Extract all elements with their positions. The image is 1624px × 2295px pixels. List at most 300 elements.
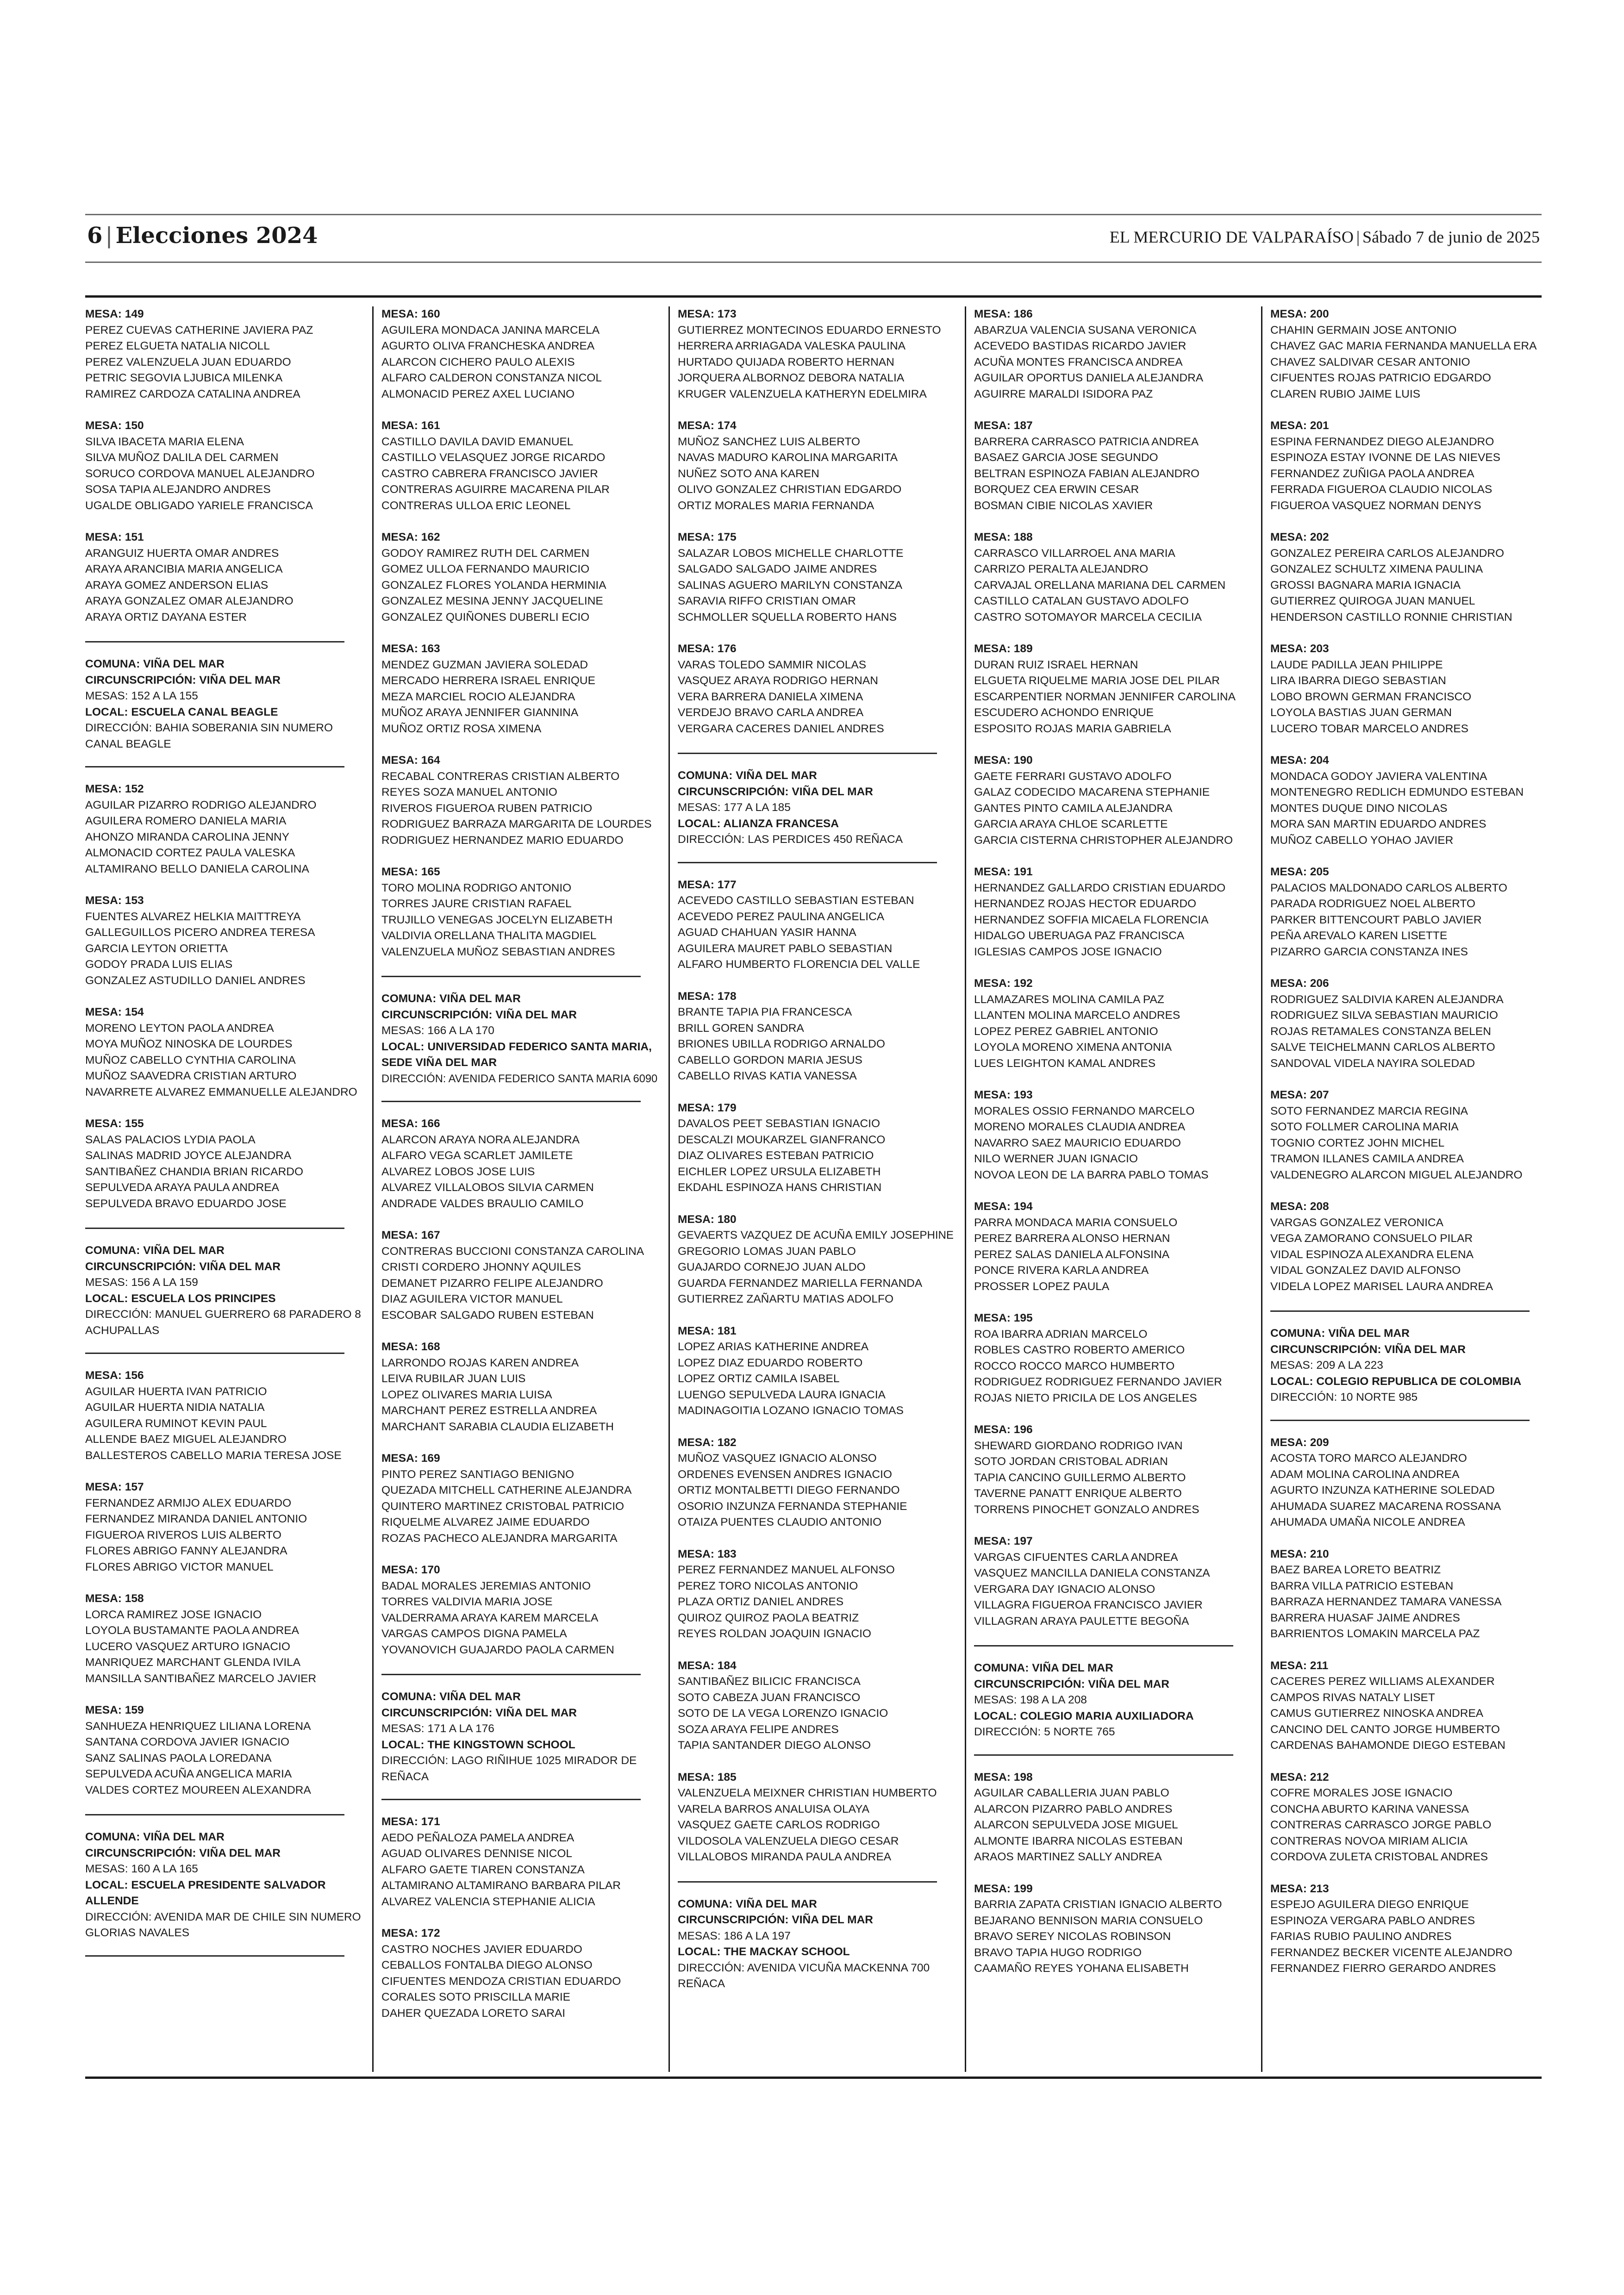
voter-name: TAVERNE PANATT ENRIQUE ALBERTO: [974, 1487, 1182, 1500]
voter-name: ACOSTA TORO MARCO ALEJANDRO: [1270, 1452, 1467, 1465]
address-line: DIRECCIÓN: 10 NORTE 985: [1270, 1391, 1418, 1403]
voter-name: SOZA ARAYA FELIPE ANDRES: [678, 1723, 839, 1736]
mesa-label: MESA: 202: [1270, 531, 1329, 543]
voter-name: DEMANET PIZARRO FELIPE ALEJANDRO: [381, 1277, 603, 1290]
voter-name: ROCCO ROCCO MARCO HUMBERTO: [974, 1360, 1175, 1372]
voter-name: HERNANDEZ SOFFIA MICAELA FLORENCIA: [974, 913, 1209, 926]
mesas-range: MESAS: 166 A LA 170: [381, 1024, 494, 1037]
mesa-label: MESA: 205: [1270, 866, 1329, 878]
mesa-block: [974, 530, 1250, 625]
voter-name: ESPOSITO ROJAS MARIA GABRIELA: [974, 722, 1171, 735]
mesa-block: [381, 1339, 657, 1435]
mesa-block: [1270, 1199, 1546, 1295]
voter-name: CARDENAS BAHAMONDE DIEGO ESTEBAN: [1270, 1739, 1505, 1752]
polling-place-block: [974, 1660, 1250, 1740]
mesa-label: MESA: 164: [381, 754, 440, 767]
voter-name: ARAYA ORTIZ DAYANA ESTER: [85, 611, 247, 624]
mesa-block: [678, 641, 954, 737]
mesa-label: MESA: 170: [381, 1564, 440, 1576]
mesas-range: MESAS: 152 A LA 155: [85, 690, 198, 702]
mesa-label: MESA: 203: [1270, 642, 1329, 655]
voter-name: CONTRERAS CARRASCO JORGE PABLO: [1270, 1819, 1492, 1831]
voter-name: CLAREN RUBIO JAIME LUIS: [1270, 387, 1421, 400]
voter-name: GUTIERREZ MONTECINOS EDUARDO ERNESTO: [678, 324, 941, 337]
voter-name: VALDENEGRO ALARCON MIGUEL ALEJANDRO: [1270, 1168, 1523, 1181]
section-separator: [85, 766, 344, 767]
voter-name: CASTRO CABRERA FRANCISCO JAVIER: [381, 467, 598, 480]
mesa-label: MESA: 156: [85, 1369, 144, 1382]
voter-name: RIVEROS FIGUEROA RUBEN PATRICIO: [381, 802, 593, 815]
mesa-label: MESA: 149: [85, 308, 144, 320]
voter-name: MUÑOZ ORTIZ ROSA XIMENA: [381, 722, 542, 735]
mesa-label: MESA: 177: [678, 878, 737, 891]
mesa-label: MESA: 161: [381, 419, 440, 432]
voter-name: CASTRO NOCHES JAVIER EDUARDO: [381, 1943, 582, 1956]
voter-name: ACEVEDO PEREZ PAULINA ANGELICA: [678, 910, 885, 923]
voter-name: SEPULVEDA ACUÑA ANGELICA MARIA: [85, 1768, 292, 1780]
voter-name: QUINTERO MARTINEZ CRISTOBAL PATRICIO: [381, 1500, 625, 1513]
mesa-label: MESA: 197: [974, 1535, 1033, 1547]
mesa-label: MESA: 210: [1270, 1547, 1329, 1560]
polling-place-block: [678, 1896, 954, 1992]
mesa-block: [381, 864, 657, 960]
section-separator: [381, 976, 641, 977]
voter-name: ESPEJO AGUILERA DIEGO ENRIQUE: [1270, 1898, 1469, 1911]
voter-name: ALMONACID CORTEZ PAULA VALESKA: [85, 847, 295, 859]
voter-name: ALFARO GAETE TIAREN CONSTANZA: [381, 1863, 585, 1876]
mesa-label: MESA: 172: [381, 1927, 440, 1940]
mesas-range: MESAS: 186 A LA 197: [678, 1929, 791, 1942]
mesa-label: MESA: 176: [678, 642, 737, 655]
mesa-label: MESA: 158: [85, 1592, 144, 1605]
voter-name: SEPULVEDA ARAYA PAULA ANDREA: [85, 1181, 279, 1194]
voter-name: OLIVO GONZALEZ CHRISTIAN EDGARDO: [678, 483, 902, 496]
mesa-label: MESA: 204: [1270, 754, 1329, 767]
polling-place-block: [381, 1689, 657, 1785]
section-separator: [1270, 1420, 1530, 1421]
voter-name: AGUAD OLIVARES DENNISE NICOL: [381, 1847, 573, 1860]
mesa-block: [85, 1004, 361, 1100]
voter-name: FLORES ABRIGO FANNY ALEJANDRA: [85, 1545, 287, 1557]
mesa-label: MESA: 169: [381, 1452, 440, 1465]
comuna-label: COMUNA: VIÑA DEL MAR: [974, 1662, 1113, 1674]
voter-name: LOPEZ DIAZ EDUARDO ROBERTO: [678, 1356, 863, 1369]
voter-name: AEDO PEÑALOZA PAMELA ANDREA: [381, 1831, 575, 1844]
voter-name: TRAMON ILLANES CAMILA ANDREA: [1270, 1153, 1464, 1165]
voter-name: BRILL GOREN SANDRA: [678, 1022, 804, 1035]
column-divider: [668, 306, 670, 2072]
voter-name: ALVAREZ LOBOS JOSE LUIS: [381, 1165, 535, 1178]
mesa-block: [1270, 1435, 1546, 1531]
address-line: GLORIAS NAVALES: [85, 1927, 190, 1939]
voter-name: ESPINOZA ESTAY IVONNE DE LAS NIEVES: [1270, 451, 1500, 464]
voter-name: GAETE FERRARI GUSTAVO ADOLFO: [974, 770, 1172, 783]
mesa-block: [85, 893, 361, 989]
voter-name: DURAN RUIZ ISRAEL HERNAN: [974, 658, 1138, 671]
voter-name: PINTO PEREZ SANTIAGO BENIGNO: [381, 1468, 575, 1481]
voter-name: PARRA MONDACA MARIA CONSUELO: [974, 1216, 1178, 1229]
voter-name: LEIVA RUBILAR JUAN LUIS: [381, 1372, 526, 1385]
circunscripcion-label: CIRCUNSCRIPCIÓN: VIÑA DEL MAR: [974, 1678, 1169, 1690]
voter-name: GUTIERREZ QUIROGA JUAN MANUEL: [1270, 595, 1475, 607]
voter-name: OTAIZA PUENTES CLAUDIO ANTONIO: [678, 1516, 882, 1528]
voter-name: MORALES OSSIO FERNANDO MARCELO: [974, 1104, 1195, 1117]
address-line: ACHUPALLAS: [85, 1324, 160, 1337]
voter-name: VARELA BARROS ANALUISA OLAYA: [678, 1802, 869, 1815]
voter-name: PARADA RODRIGUEZ NOEL ALBERTO: [1270, 898, 1475, 910]
voter-name: RODRIGUEZ SILVA SEBASTIAN MAURICIO: [1270, 1009, 1498, 1022]
voter-name: RODRIGUEZ HERNANDEZ MARIO EDUARDO: [381, 834, 624, 847]
column-5: [1270, 306, 1546, 2072]
mesa-label: MESA: 189: [974, 642, 1033, 655]
voter-name: ALVAREZ VILLALOBOS SILVIA CARMEN: [381, 1181, 594, 1194]
mesas-range: MESAS: 156 A LA 159: [85, 1276, 198, 1289]
voter-name: LOYOLA BASTIAS JUAN GERMAN: [1270, 706, 1452, 719]
voter-name: BRAVO SEREY NICOLAS ROBINSON: [974, 1930, 1171, 1943]
voter-name: SALINAS AGUERO MARILYN CONSTANZA: [678, 579, 903, 592]
voter-name: SANTIBAÑEZ BILICIC FRANCISCA: [678, 1675, 861, 1688]
voter-name: ALVAREZ VALENCIA STEPHANIE ALICIA: [381, 1895, 595, 1908]
voter-name: MARCHANT SARABIA CLAUDIA ELIZABETH: [381, 1420, 614, 1433]
voter-name: MUÑOZ ARAYA JENNIFER GIANNINA: [381, 706, 579, 719]
voter-name: SOTO FOLLMER CAROLINA MARIA: [1270, 1121, 1459, 1133]
mesa-block: [974, 306, 1250, 402]
mesa-block: [974, 1310, 1250, 1406]
voter-name: HURTADO QUIJADA ROBERTO HERNAN: [678, 355, 894, 368]
voter-name: BORQUEZ CEA ERWIN CESAR: [974, 483, 1139, 496]
section-separator: [85, 1955, 344, 1957]
mesa-label: MESA: 191: [974, 866, 1033, 878]
voter-name: CHAHIN GERMAIN JOSE ANTONIO: [1270, 324, 1457, 337]
mesas-range: MESAS: 160 A LA 165: [85, 1863, 198, 1875]
voter-name: ROJAS RETAMALES CONSTANZA BELEN: [1270, 1025, 1491, 1038]
voter-name: PEREZ BARRERA ALONSO HERNAN: [974, 1232, 1170, 1245]
mesa-label: MESA: 178: [678, 990, 737, 1003]
voter-name: LUENGO SEPULVEDA LAURA IGNACIA: [678, 1388, 886, 1401]
voter-name: CRISTI CORDERO JHONNY AQUILES: [381, 1261, 581, 1273]
voter-name: ORTIZ MORALES MARIA FERNANDA: [678, 499, 874, 512]
voter-name: MENDEZ GUZMAN JAVIERA SOLEDAD: [381, 658, 588, 671]
voter-name: SARAVIA RIFFO CRISTIAN OMAR: [678, 595, 856, 607]
voter-name: SOSA TAPIA ALEJANDRO ANDRES: [85, 483, 271, 496]
voter-name: BARRAZA HERNANDEZ TAMARA VANESSA: [1270, 1596, 1502, 1608]
voter-name: VARGAS GONZALEZ VERONICA: [1270, 1216, 1443, 1229]
voter-name: CONTRERAS ULLOA ERIC LEONEL: [381, 499, 571, 512]
voter-name: RAMIREZ CARDOZA CATALINA ANDREA: [85, 387, 300, 400]
voter-name: VERGARA CACERES DANIEL ANDRES: [678, 722, 884, 735]
mesa-block: [85, 1591, 361, 1687]
mesa-block: [678, 1547, 954, 1642]
voter-name: LOYOLA MORENO XIMENA ANTONIA: [974, 1041, 1172, 1054]
voter-name: FIGUEROA RIVEROS LUIS ALBERTO: [85, 1528, 281, 1541]
mesa-block: [1270, 306, 1546, 402]
mesa-label: MESA: 162: [381, 531, 440, 543]
mesa-block: [85, 1368, 361, 1464]
voter-name: COFRE MORALES JOSE IGNACIO: [1270, 1787, 1453, 1799]
voter-name: SANZ SALINAS PAOLA LOREDANA: [85, 1752, 272, 1765]
voter-name: PEREZ SALAS DANIELA ALFONSINA: [974, 1248, 1170, 1261]
voter-name: NOVOA LEON DE LA BARRA PABLO TOMAS: [974, 1168, 1209, 1181]
mesa-label: MESA: 153: [85, 894, 144, 907]
mesa-label: MESA: 206: [1270, 977, 1329, 990]
voter-name: NAVARRETE ALVAREZ EMMANUELLE ALEJANDRO: [85, 1085, 357, 1098]
voter-name: ALLENDE BAEZ MIGUEL ALEJANDRO: [85, 1433, 287, 1446]
voter-name: MERCADO HERRERA ISRAEL ENRIQUE: [381, 674, 595, 687]
local-name: LOCAL: ESCUELA PRESIDENTE SALVADOR ALLENDE: [85, 1878, 326, 1907]
voter-name: FERNANDEZ ARMIJO ALEX EDUARDO: [85, 1497, 292, 1509]
voter-name: BOSMAN CIBIE NICOLAS XAVIER: [974, 499, 1153, 512]
voter-name: SALINAS MADRID JOYCE ALEJANDRA: [85, 1149, 292, 1162]
voter-name: CONTRERAS AGUIRRE MACARENA PILAR: [381, 483, 610, 496]
voter-name: YOVANOVICH GUAJARDO PAOLA CARMEN: [381, 1643, 614, 1656]
voter-name: MOYA MUÑOZ NINOSKA DE LOURDES: [85, 1038, 293, 1050]
voter-name: REYES ROLDAN JOAQUIN IGNACIO: [678, 1628, 871, 1640]
voter-name: TRUJILLO VENEGAS JOCELYN ELIZABETH: [381, 913, 613, 926]
polling-place-block: [678, 768, 954, 848]
voter-name: ALMONACID PEREZ AXEL LUCIANO: [381, 387, 575, 400]
voter-name: CORALES SOTO PRISCILLA MARIE: [381, 1991, 571, 2003]
mesa-block: [974, 1199, 1250, 1295]
voter-name: MANRIQUEZ MARCHANT GLENDA IVILA: [85, 1656, 301, 1669]
voter-name: DAVALOS PEET SEBASTIAN IGNACIO: [678, 1117, 881, 1130]
voter-name: QUEZADA MITCHELL CATHERINE ALEJANDRA: [381, 1484, 632, 1497]
mesa-block: [678, 1212, 954, 1308]
section-separator: [678, 862, 937, 863]
voter-name: ACUÑA MONTES FRANCISCA ANDREA: [974, 355, 1183, 368]
voter-name: SORUCO CORDOVA MANUEL ALEJANDRO: [85, 467, 315, 480]
voter-name: LOPEZ PEREZ GABRIEL ANTONIO: [974, 1025, 1158, 1038]
voter-name: AHONZO MIRANDA CAROLINA JENNY: [85, 830, 290, 843]
voter-name: MONDACA GODOY JAVIERA VALENTINA: [1270, 770, 1487, 783]
mesa-label: MESA: 196: [974, 1423, 1033, 1436]
voter-name: TORRES VALDIVIA MARIA JOSE: [381, 1596, 553, 1608]
voter-name: AGUILAR HUERTA IVAN PATRICIO: [85, 1385, 267, 1398]
mesa-block: [974, 641, 1250, 737]
section-separator: [381, 1799, 641, 1800]
voter-name: AGUILERA RUMINOT KEVIN PAUL: [85, 1417, 267, 1430]
comuna-label: COMUNA: VIÑA DEL MAR: [1270, 1327, 1410, 1340]
voter-name: RODRIGUEZ SALDIVIA KAREN ALEJANDRA: [1270, 993, 1504, 1006]
voter-name: PEREZ ELGUETA NATALIA NICOLL: [85, 340, 270, 352]
voter-name: SANHUEZA HENRIQUEZ LILIANA LORENA: [85, 1720, 311, 1733]
voter-name: AGUILAR PIZARRO RODRIGO ALEJANDRO: [85, 798, 317, 811]
mesa-label: MESA: 171: [381, 1815, 440, 1828]
address-line: DIRECCIÓN: AVENIDA FEDERICO SANTA MARIA 6090: [381, 1072, 657, 1085]
column-4: [974, 306, 1250, 2072]
voter-name: PETRIC SEGOVIA LJUBICA MILENKA: [85, 372, 283, 384]
newspaper-name: EL MERCURIO DE VALPARAÍSO: [1109, 228, 1354, 246]
mesa-label: MESA: 174: [678, 419, 737, 432]
voter-name: LARRONDO ROJAS KAREN ANDREA: [381, 1356, 579, 1369]
voter-name: LUCERO TOBAR MARCELO ANDRES: [1270, 722, 1468, 735]
mesa-label: MESA: 155: [85, 1117, 144, 1130]
page-number: 6: [87, 223, 103, 249]
voter-name: CONTRERAS NOVOA MIRIAM ALICIA: [1270, 1834, 1468, 1847]
voter-name: VERA BARRERA DANIELA XIMENA: [678, 690, 863, 703]
voter-name: MANSILLA SANTIBAÑEZ MARCELO JAVIER: [85, 1672, 317, 1685]
mesa-label: MESA: 150: [85, 419, 144, 432]
mesa-label: MESA: 167: [381, 1229, 440, 1241]
section-separator: [85, 1814, 344, 1815]
mesa-block: [678, 306, 954, 402]
voter-name: GEVAERTS VAZQUEZ DE ACUÑA EMILY JOSEPHINE: [678, 1229, 954, 1241]
publication-date: Sábado 7 de junio de 2025: [1362, 228, 1540, 246]
mesa-block: [974, 753, 1250, 848]
voter-name: VALDERRAMA ARAYA KAREM MARCELA: [381, 1611, 599, 1624]
mesa-label: MESA: 186: [974, 308, 1033, 320]
mesa-label: MESA: 194: [974, 1200, 1033, 1213]
mesa-block: [974, 1881, 1250, 1977]
voter-name: QUIROZ QUIROZ PAOLA BEATRIZ: [678, 1611, 859, 1624]
top-rule: [85, 295, 1542, 298]
voter-name: GONZALEZ ASTUDILLO DANIEL ANDRES: [85, 974, 306, 987]
voter-name: VILLAGRAN ARAYA PAULETTE BEGOÑA: [974, 1615, 1189, 1628]
mesa-label: MESA: 175: [678, 531, 737, 543]
voter-name: ADAM MOLINA CAROLINA ANDREA: [1270, 1468, 1460, 1481]
address-line: DIRECCIÓN: AVENIDA MAR DE CHILE SIN NUMERO: [85, 1910, 361, 1923]
voter-name: LIRA IBARRA DIEGO SEBASTIAN: [1270, 674, 1446, 687]
voter-name: ARAOS MARTINEZ SALLY ANDREA: [974, 1851, 1162, 1863]
mesa-label: MESA: 173: [678, 308, 737, 320]
polling-place-block: [85, 1829, 361, 1941]
voter-name: ROJAS NIETO PRICILA DE LOS ANGELES: [974, 1391, 1197, 1404]
voter-name: ROZAS PACHECO ALEJANDRA MARGARITA: [381, 1532, 618, 1545]
mesa-block: [974, 1087, 1250, 1183]
voter-name: FERNANDEZ ZUÑIGA PAOLA ANDREA: [1270, 467, 1474, 480]
voter-name: GREGORIO LOMAS JUAN PABLO: [678, 1245, 856, 1258]
voter-name: PONCE RIVERA KARLA ANDREA: [974, 1264, 1149, 1277]
comuna-label: COMUNA: VIÑA DEL MAR: [678, 769, 817, 782]
voter-name: SANTANA CORDOVA JAVIER IGNACIO: [85, 1736, 290, 1748]
address-line: CANAL BEAGLE: [85, 737, 171, 750]
mesa-label: MESA: 181: [678, 1324, 737, 1337]
voter-name: ORTIZ MONTALBETTI DIEGO FERNANDO: [678, 1484, 900, 1497]
voter-name: MUÑOZ VASQUEZ IGNACIO ALONSO: [678, 1452, 877, 1465]
voter-name: LLANTEN MOLINA MARCELO ANDRES: [974, 1009, 1181, 1022]
voter-name: PEREZ VALENZUELA JUAN EDUARDO: [85, 355, 291, 368]
mesa-block: [381, 530, 657, 625]
voter-name: AGUAD CHAHUAN YASIR HANNA: [678, 926, 856, 939]
voter-name: VIDAL GONZALEZ DAVID ALFONSO: [1270, 1264, 1461, 1277]
voter-name: GARCIA CISTERNA CHRISTOPHER ALEJANDRO: [974, 834, 1233, 847]
voter-name: AHUMADA SUAREZ MACARENA ROSSANA: [1270, 1500, 1501, 1513]
voter-name: RODRIGUEZ BARRAZA MARGARITA DE LOURDES: [381, 818, 652, 830]
voter-name: SOTO JORDAN CRISTOBAL ADRIAN: [974, 1455, 1168, 1468]
mesa-label: MESA: 179: [678, 1101, 737, 1114]
voter-name: VARGAS CIFUENTES CARLA ANDREA: [974, 1551, 1178, 1564]
mesa-block: [381, 1451, 657, 1547]
voter-name: FARIAS RUBIO PAULINO ANDRES: [1270, 1930, 1452, 1943]
voter-name: GONZALEZ FLORES YOLANDA HERMINIA: [381, 579, 606, 592]
voter-name: NAVAS MADURO KAROLINA MARGARITA: [678, 451, 898, 464]
voter-name: FERNANDEZ BECKER VICENTE ALEJANDRO: [1270, 1946, 1512, 1959]
voter-name: LOPEZ OLIVARES MARIA LUISA: [381, 1388, 552, 1401]
voter-name: AGURTO INZUNZA KATHERINE SOLEDAD: [1270, 1484, 1495, 1497]
voter-name: VASQUEZ GAETE CARLOS RODRIGO: [678, 1819, 880, 1831]
mesa-label: MESA: 213: [1270, 1882, 1329, 1895]
address-line: DIRECCIÓN: AVENIDA VICUÑA MACKENNA 700: [678, 1961, 930, 1974]
voter-name: MONTENEGRO REDLICH EDMUNDO ESTEBAN: [1270, 786, 1524, 798]
voter-name: MONTES DUQUE DINO NICOLAS: [1270, 802, 1448, 815]
voter-name: FIGUEROA VASQUEZ NORMAN DENYS: [1270, 499, 1481, 512]
mesa-block: [678, 530, 954, 625]
voter-name: AGUILAR CABALLERIA JUAN PABLO: [974, 1787, 1169, 1799]
mesa-label: MESA: 184: [678, 1659, 737, 1672]
mesa-block: [678, 1100, 954, 1196]
page-header: [85, 214, 1542, 263]
section-separator: [381, 1674, 641, 1675]
mesa-block: [678, 1435, 954, 1531]
voter-name: CARRASCO VILLARROEL ANA MARIA: [974, 547, 1175, 560]
voter-name: ESCARPENTIER NORMAN JENNIFER CAROLINA: [974, 690, 1236, 703]
voter-name: BARRA VILLA PATRICIO ESTEBAN: [1270, 1579, 1454, 1592]
circunscripcion-label: CIRCUNSCRIPCIÓN: VIÑA DEL MAR: [678, 785, 873, 798]
voter-name: SANDOVAL VIDELA NAYIRA SOLEDAD: [1270, 1057, 1475, 1070]
voter-name: SCHMOLLER SQUELLA ROBERTO HANS: [678, 611, 897, 624]
voter-name: SOTO CABEZA JUAN FRANCISCO: [678, 1691, 861, 1704]
voter-name: CAAMAÑO REYES YOHANA ELISABETH: [974, 1962, 1189, 1975]
polling-place-block: [85, 1243, 361, 1339]
column-1: [85, 306, 361, 2072]
voter-name: CEBALLOS FONTALBA DIEGO ALONSO: [381, 1959, 593, 1971]
voter-name: SALGADO SALGADO JAIME ANDRES: [678, 563, 877, 575]
circunscripcion-label: CIRCUNSCRIPCIÓN: VIÑA DEL MAR: [1270, 1343, 1466, 1356]
voter-name: PROSSER LOPEZ PAULA: [974, 1280, 1110, 1293]
voter-name: ESCOBAR SALGADO RUBEN ESTEBAN: [381, 1309, 594, 1322]
mesa-block: [1270, 976, 1546, 1072]
voter-name: VEGA ZAMORANO CONSUELO PILAR: [1270, 1232, 1473, 1245]
mesa-block: [85, 306, 361, 402]
address-line: DIRECCIÓN: LAS PERDICES 450 REÑACA: [678, 833, 903, 846]
mesa-label: MESA: 195: [974, 1312, 1033, 1324]
mesa-block: [85, 418, 361, 514]
mesa-block: [1270, 753, 1546, 848]
mesa-block: [381, 1228, 657, 1323]
mesa-block: [1270, 864, 1546, 960]
voter-name: BALLESTEROS CABELLO MARIA TERESA JOSE: [85, 1449, 342, 1462]
voter-name: TAPIA CANCINO GUILLERMO ALBERTO: [974, 1471, 1186, 1484]
voter-name: EKDAHL ESPINOZA HANS CHRISTIAN: [678, 1181, 882, 1194]
voter-name: ELGUETA RIQUELME MARIA JOSE DEL PILAR: [974, 674, 1220, 687]
voter-name: GROSSI BAGNARA MARIA IGNACIA: [1270, 579, 1461, 592]
voter-name: MUÑOZ SANCHEZ LUIS ALBERTO: [678, 435, 860, 448]
comuna-label: COMUNA: VIÑA DEL MAR: [381, 992, 521, 1005]
mesa-label: MESA: 201: [1270, 419, 1329, 432]
voter-name: LOYOLA BUSTAMANTE PAOLA ANDREA: [85, 1624, 300, 1637]
voter-name: PEREZ CUEVAS CATHERINE JAVIERA PAZ: [85, 324, 313, 337]
voter-name: SILVA MUÑOZ DALILA DEL CARMEN: [85, 451, 279, 464]
voter-name: GUARDA FERNANDEZ MARIELLA FERNANDA: [678, 1277, 923, 1290]
circunscripcion-label: CIRCUNSCRIPCIÓN: VIÑA DEL MAR: [381, 1008, 577, 1021]
mesa-block: [381, 1814, 657, 1910]
mesas-range: MESAS: 177 A LA 185: [678, 801, 791, 814]
voter-name: VILLALOBOS MIRANDA PAULA ANDREA: [678, 1851, 892, 1863]
mesa-block: [1270, 1547, 1546, 1642]
voter-name: ALARCON PIZARRO PABLO ANDRES: [974, 1802, 1173, 1815]
voter-name: VERDEJO BRAVO CARLA ANDREA: [678, 706, 864, 719]
voter-name: GUTIERREZ ZAÑARTU MATIAS ADOLFO: [678, 1293, 894, 1305]
mesa-block: [1270, 1658, 1546, 1754]
mesa-block: [974, 864, 1250, 960]
voter-name: ALTAMIRANO ALTAMIRANO BARBARA PILAR: [381, 1879, 621, 1892]
mesa-block: [381, 753, 657, 848]
voter-name: AGURTO OLIVA FRANCHESKA ANDREA: [381, 340, 595, 352]
voter-name: CONTRERAS BUCCIONI CONSTANZA CAROLINA: [381, 1245, 644, 1258]
voter-name: BRANTE TAPIA PIA FRANCESCA: [678, 1006, 852, 1018]
mesa-label: MESA: 199: [974, 1882, 1033, 1895]
voter-name: DIAZ OLIVARES ESTEBAN PATRICIO: [678, 1149, 874, 1162]
circunscripcion-label: CIRCUNSCRIPCIÓN: VIÑA DEL MAR: [85, 1846, 281, 1859]
